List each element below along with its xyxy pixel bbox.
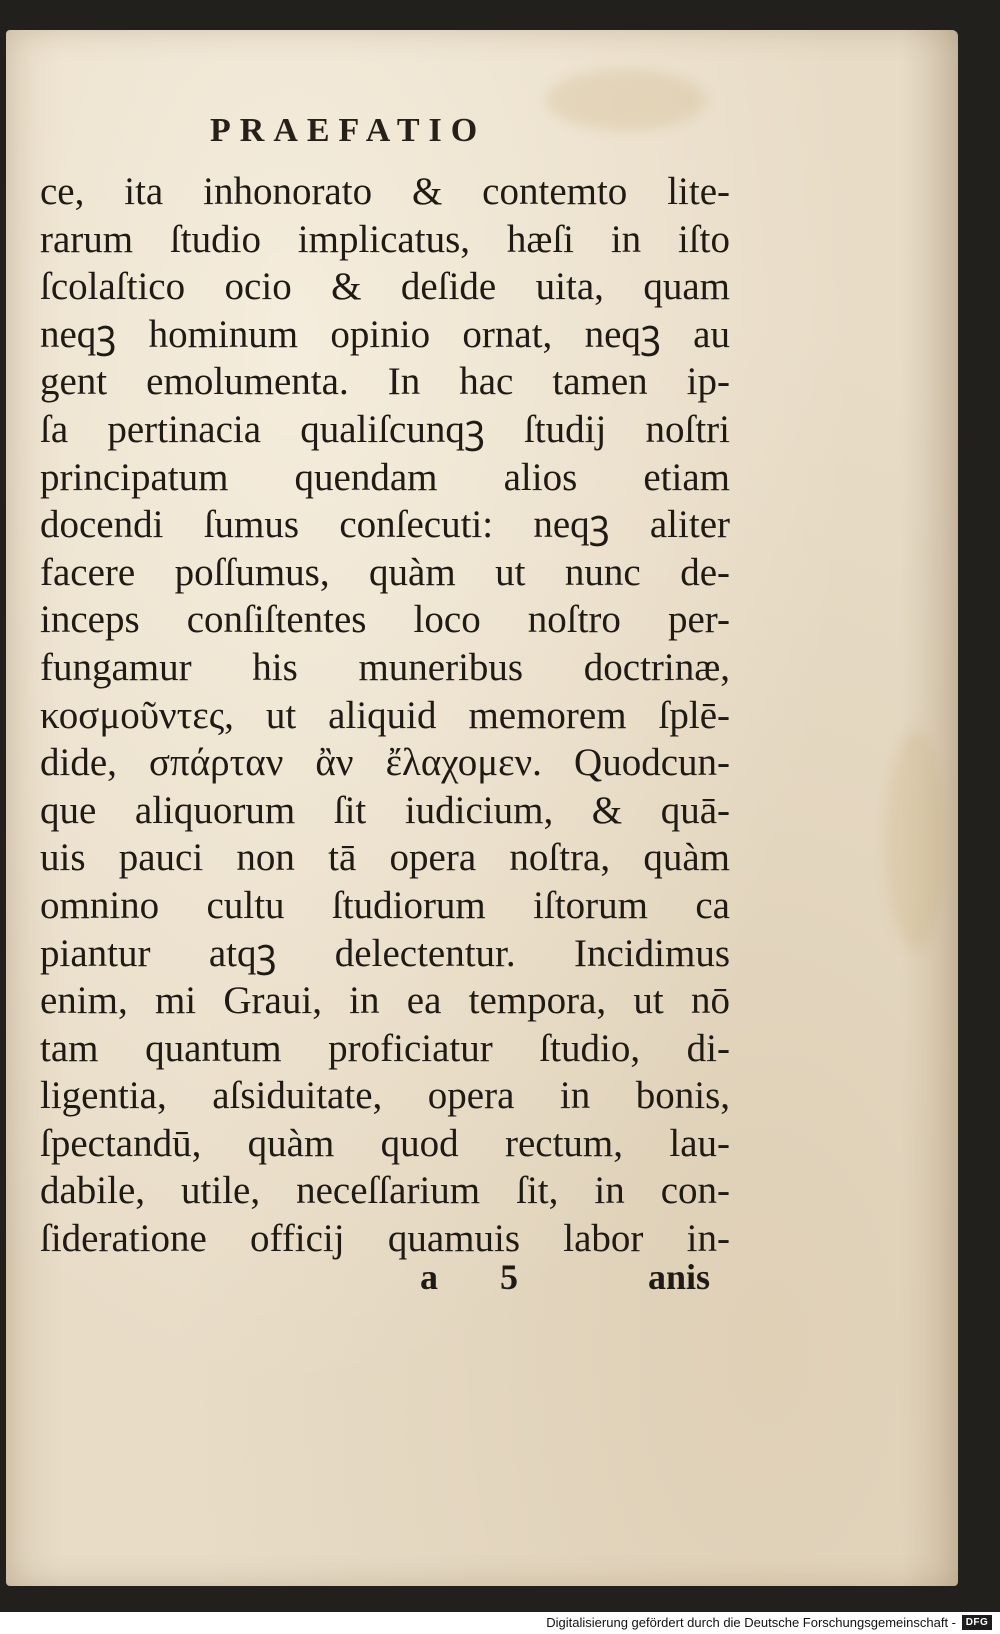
text-line: uis pauci non tā opera noſtra, quàm [40, 836, 730, 880]
body-text [40, 168, 730, 1263]
signature-letter: a [420, 1257, 438, 1297]
text-line: ligentia, aſsiduitate, opera in bonis, [40, 1074, 730, 1118]
text-line: dide, σπάρταν ἂν ἔλαχομεν. Quodcun- [40, 741, 730, 785]
text-line: principatum quendam alios etiam [40, 455, 730, 499]
text-line: inceps conſiſtentes loco noſtro per- [40, 598, 730, 642]
text-line: ſa pertinacia qualiſcunqꝫ ſtudij noſtri [40, 407, 730, 451]
dfg-logo: DFG [962, 1615, 992, 1630]
text-line: dabile, utile, neceſſarium ſit, in con- [40, 1169, 730, 1213]
text-line: fungamur his muneribus doctrinæ, [40, 645, 730, 689]
text-line: gent emolumenta. In hac tamen ip- [40, 360, 730, 404]
footer [0, 1612, 1000, 1634]
text-line: piantur atqꝫ delectentur. Incidimus [40, 931, 730, 975]
paper-stain [546, 70, 706, 130]
signature-number: 5 [500, 1257, 518, 1297]
text-line: neqꝫ hominum opinio ornat, neqꝫ au [40, 312, 730, 356]
text-line: ſpectandū, quàm quod rectum, lau- [40, 1121, 730, 1165]
text-line: ce, ita inhonorato & contemto lite- [40, 170, 730, 213]
text-line: rarum ſtudio implicatus, hæſi in iſto [40, 217, 730, 261]
text-line: ſideratione officij quamuis labor in- [40, 1217, 730, 1261]
text-line: omnino cultu ſtudiorum iſtorum ca [40, 883, 730, 927]
text-line: docendi ſumus conſecuti: neqꝫ aliter [40, 503, 730, 547]
text-line: κοσμοῦντες, ut aliquid memorem ſplē- [40, 693, 730, 737]
footer-credit: Digitalisierung gefördert durch die Deutsche Forschungsgemeinschaft - [546, 1615, 956, 1630]
text-line: ſcolaſtico ocio & deſide uita, quam [40, 265, 730, 309]
catchword: anis [647, 1257, 710, 1297]
text-line: facere poſſumus, quàm ut nunc de- [40, 550, 730, 594]
text-line: que aliquorum ſit iudicium, & quā- [40, 788, 730, 832]
text-line: tam quantum proficiatur ſtudio, di- [40, 1026, 730, 1070]
signature-line [420, 1256, 710, 1304]
running-head: PRAEFATIO [210, 112, 487, 149]
paper-stain [886, 730, 946, 950]
text-line: enim, mi Graui, in ea tempora, ut nō [40, 979, 730, 1023]
